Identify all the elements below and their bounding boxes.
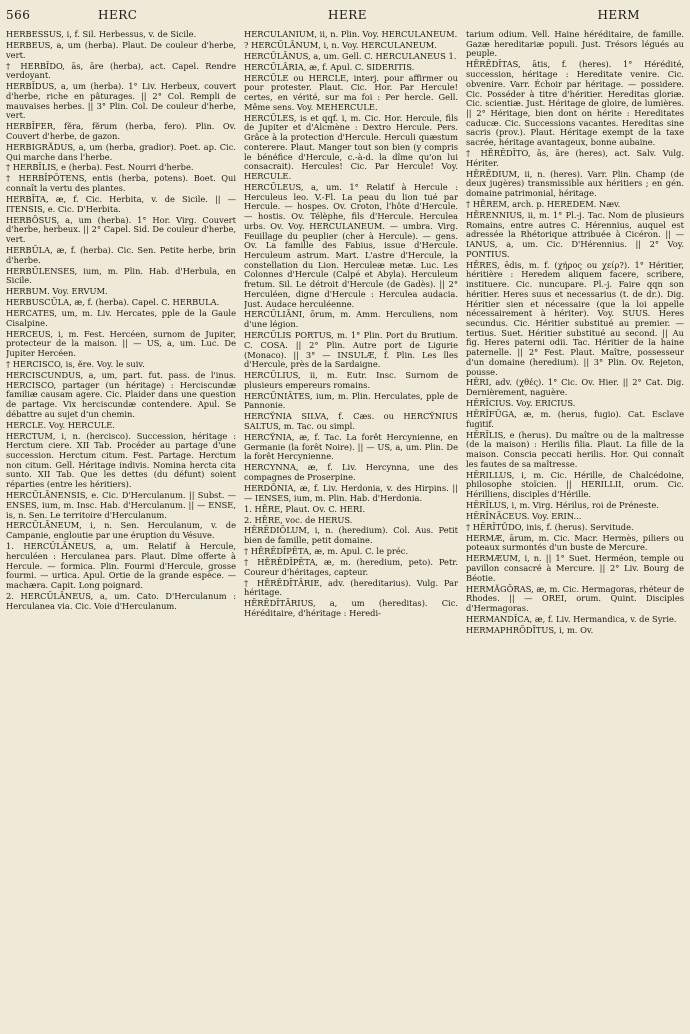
dictionary-entry: HĔRĬCIUS. Voy. ERICIUS. xyxy=(466,398,576,409)
dictionary-entry: HERCYNNA, æ, f. Liv. Hercynna, une des compagnes de Proserpine. xyxy=(244,462,458,483)
column-middle xyxy=(244,30,458,1030)
dictionary-entry: HERCATES, um, m. Liv. Hercates, pple de la Gaule Cisalpine. xyxy=(6,308,236,328)
dictionary-entry: 2. HERCŬLĀNEUS, a, um. Cato. D'Herculanum : Herculanea via. Cic. Voie d'Herculanum. xyxy=(6,590,236,611)
dictionary-entry: HERBĬDUS, a, um (herba). 1° Liv. Herbeux, couvert d'herbe, riche en pâturages. || 2° Col. Rempli de mauvaises herbes. || 3° Plin. Col. De couleur d'herbe, vert. xyxy=(6,81,236,121)
header-right-word: HERM xyxy=(597,8,640,22)
page-number: 566 xyxy=(6,8,31,22)
dictionary-entry: HĒRES, ēdis, m. f. (χήρος ou χείρ?). 1° Héritier, héritière : Heredem aliquem facere, scribere, instituere. Cic. nuncupare. Pl.-j. Faire qqn son héritier. Heres suus et necessarius (t. de dr.). Dig. Héritier sien et nécessaire (que la loi appelle nécessairement à hériter). Voy. SUUS. Heres secundus. Cic. Héritier substitué au premier. — tertius. Suet. Héritier substitué au second. || Au fig. Heres paterni odii. Tac. Héritier de la haine paternelle. || 2° Fest. Plaut. Maître, possesseur d'un domaine (heredium). || 3° Plin. Ov. Rejeton, pousse. xyxy=(466,259,684,377)
dictionary-entry: 1. HERCŬLĀNEUS, a, um. Relatif à Hercule, herculéen : Herculanea pars. Plaut. Dîme offerte à Hercule. — formica. Plin. Fourmi d'Hercule, grosse fourmi. — urtica. Apul. Ortie de la grande espèce. — machæra. Capit. Long poignard. xyxy=(6,541,236,590)
dictionary-entry: HERCŬLIUS, ii, m. Eutr. Insc. Surnom de plusieurs empereurs romains. xyxy=(244,370,458,390)
column-right xyxy=(466,30,684,1030)
dictionary-entry: HERCŬLIS PORTUS, m. 1° Plin. Port du Brutium. C. COSA. || 2° Plin. Autre port de Ligurie (Monaco). || 3° — INSULÆ, f. Plin. Les îles d'Hercule, près de la Sardaigne. xyxy=(244,330,458,370)
dictionary-entry: HERCY̆NIA SILVA, f. Cæs. ou HERCY̆NIUS SALTUS, m. Tac. ou simpl. xyxy=(244,411,458,432)
dictionary-entry: † HĒRĔDĬPĔTA, æ, m. (heredium, peto). Petr. Coureur d'héritages, capteur. xyxy=(244,556,458,577)
header-center-word: HERE xyxy=(328,8,368,22)
dictionary-entry: HERCŬLĀNUS, a, um. Gell. C. HERCULANEUS 1. xyxy=(244,50,457,61)
dictionary-entry: HĒRENNIUS, ii, m. 1° Pl.-j. Tac. Nom de plusieurs Romains, entre autres C. Hérennius, auquel est adressée la Rhétorique attribuée à Cicéron. || — IANUS, a, um. Cic. D'Hérennius. || 2° Voy. PONTIUS. xyxy=(466,209,684,259)
dictionary-entry: ? HERCŬLĀNUM, i, n. Voy. HERCULANEUM. xyxy=(244,39,437,50)
column-left xyxy=(6,30,236,1030)
dictionary-entry: HERCŬLIĀNI, ōrum, m. Amm. Herculiens, nom d'une légion. xyxy=(244,309,458,330)
dictionary-entry: HĔRĬLUS, i, m. Virg. Hérilus, roi de Préneste. xyxy=(466,500,659,511)
dictionary-entry: 1. HĒRE, Plaut. Ov. C. HERI. xyxy=(244,503,366,514)
dictionary-entry: HERBESSUS, i, f. Sil. Herbessus, v. de Sicile. xyxy=(6,30,197,39)
dictionary-entry: HERBŬLA, æ, f. (herba). Cic. Sen. Petite herbe, brin d'herbe. xyxy=(6,244,236,265)
dictionary-entry: HERCY̆NIA, æ, f. Tac. La forêt Hercynienne, en Germanie (la forêt Noire). || — US, a, um. Plin. De la forêt Hercynienne. xyxy=(244,432,458,462)
dictionary-entry: HERMÆUM, i, n. || 1° Suet. Herméon, temple ou pavillon consacré à Mercure. || 2° Liv. Bourg de Béotie. xyxy=(466,553,684,583)
dictionary-entry: HĒRĔDIUM, ii, n. (heres). Varr. Plin. Champ (de deux jugères) transmissible aux héritiers ; en gén. domaine patrimonial, héritage. xyxy=(466,168,684,199)
dictionary-entry: HĔRĬFŬGA, æ, m. (herus, fugio). Cat. Esclave fugitif. xyxy=(466,409,684,429)
dictionary-entry: HERMĂGŎRAS, æ, m. Cic. Hermagoras, rhéteur de Rhodes. || — OREI, orum. Quint. Disciples d'Hermagoras. xyxy=(466,583,684,614)
dictionary-entry: HERBIGRĂDUS, a, um (herba, gradior). Poet. ap. Cic. Qui marche dans l'herbe. xyxy=(6,141,236,162)
dictionary-entry: HĔRĬLIS, e (herus). Du maître ou de la maîtresse (de la maison) : Herilis filia. Plaut. La fille de la maison. Conscia peccati herilis. Hor. Qui connaît les fautes de sa maîtresse. xyxy=(466,429,684,469)
dictionary-entry: HĔRĬNĀCEUS. Voy. ERIN... xyxy=(466,510,582,521)
dictionary-entry: HERCŬLĀRIA, æ, f. Apul. C. SIDERITIS. xyxy=(244,61,415,72)
dictionary-entry: † HERBĬDO, ās, āre (herba), act. Capel. Rendre verdoyant. xyxy=(6,60,236,81)
dictionary-entry: † HĔRĬTŪDO, inis, f. (herus). Servitude. xyxy=(466,521,634,532)
dictionary-entry: HERCŬLĀNENSIS, e. Cic. D'Herculanum. || Subst. — ENSES, ium, m. Insc. Hab. d'Herculanum. || — ENSE, is, n. Sen. Le territoire d'Herculanum. xyxy=(6,490,236,520)
dictionary-entry: † HĒRĔDĬTĀRIE, adv. (hereditarius). Vulg. Par héritage. xyxy=(244,577,458,598)
dictionary-entry: HERBĬFER, fĕra, fĕrum (herba, fero). Plin. Ov. Couvert d'herbe, de gazon. xyxy=(6,121,236,141)
header-left-word: HERC xyxy=(98,8,138,22)
dictionary-entry: HERBEUS, a, um (herba). Plaut. De couleur d'herbe, vert. xyxy=(6,39,236,60)
dictionary-entry: HERCŬLE ou HERCLE, interj. pour affirmer ou pour protester. Plaut. Cic. Hor. Par Hercule! certes, en vérité, sur ma foi : Per hercle. Gell. Même sens. Voy. MEHERCULE. xyxy=(244,72,458,112)
dictionary-entry: HĒRĔDIŎLUM, i, n. (heredium). Col. Aus. Petit bien de famille, petit domaine. xyxy=(244,525,458,546)
dictionary-entry: HĔRI, adv. (χθές). 1° Cic. Ov. Hier. || 2° Cat. Dig. Dernièrement, naguère. xyxy=(466,377,684,398)
dictionary-entry: † HĒRĔDĬPĔTA, æ, m. Apul. C. le préc. xyxy=(244,546,409,557)
dictionary-entry: HERCTUM, i, n. (hercisco). Succession, héritage : Herctum ciere. XII Tab. Procéder au partage d'une succession. Herctum citum. Fest. Partage. Herctum non citum. Gell. Héritage indivis. Nomina hercta cita sunto. XII Tab. Que les dettes (du défunt) soient réparties (entre les héritiers). xyxy=(6,430,236,490)
dictionary-entry: HERBŬLENSES, ium, m. Plin. Hab. d'Herbula, en Sicile. xyxy=(6,265,236,286)
dictionary-entry: HĔRILLUS, i, m. Cic. Hérille, de Chalcédoine, philosophe stoïcien. || HERILLII, orum. Cic. Hérilliens, disciples d'Hérille. xyxy=(466,469,684,500)
running-header xyxy=(6,8,680,28)
dictionary-entry: HERMÆ, ārum, m. Cic. Macr. Hermès, piliers ou poteaux surmontés d'un buste de Mercure. xyxy=(466,532,684,553)
dictionary-entry: † HĒRĔDĬTO, ās, āre (heres), act. Salv. Vulg. Hériter. xyxy=(466,148,684,168)
dictionary-entry: 2. HĒRE, voc. de HERUS. xyxy=(244,514,353,525)
dictionary-entry: HERDŌNIA, æ, f. Liv. Herdonia, v. des Hirpins. || — IENSES, ium, m. Plin. Hab. d'Herdonia. xyxy=(244,482,458,503)
dictionary-entry: HERBUSCŬLA, æ, f. (herba). Capel. C. HERBULA. xyxy=(6,297,220,308)
dictionary-entry: HERCŬLES, is et qqf. i, m. Cic. Hor. Hercule, fils de Jupiter et d'Alcmène : Dextro Hercule. Pers. Grâce à la protection d'Hercule. Herculi quæstum conterere. Plaut. Manger tout son bien (y compris le bénéfice d'Hercule, c.-à-d. la dîme qu'on lui consacrait). Hercules! Cic. Par Hercule! Voy. HERCULE. xyxy=(244,112,458,181)
dictionary-entry: HERMANDĬCA, æ, f. Liv. Hermandica, v. de Syrie. xyxy=(466,614,677,625)
dictionary-entry: † HERBĬPŎTENS, entis (herba, potens). Boet. Qui connaît la vertu des plantes. xyxy=(6,173,236,194)
dictionary-entry: HERCLE. Voy. HERCULE. xyxy=(6,419,115,430)
dictionary-entry: HERBĬTA, æ, f. Cic. Herbita, v. de Sicile. || — ITENSIS, e. Cic. D'Herbita. xyxy=(6,194,236,214)
dictionary-entry: † HĒREM, arch. p. HEREDEM. Næv. xyxy=(466,198,621,209)
dictionary-entry: HERCŬNIĀTES, ium, m. Plin. Herculates, pple de Pannonie. xyxy=(244,390,458,411)
dictionary-entry: HERCŬLĀNEUM, i, n. Sen. Herculanum, v. de Campanie, engloutie par une éruption du Vésuve. xyxy=(6,520,236,541)
dictionary-entry: HERCŬLEUS, a, um. 1° Relatif à Hercule : Herculeus leo. V.-Fl. La peau du lion tué par Hercule. — hospes. Ov. Croton, l'hôte d'Hercule. — hostis. Ov. Télèphe, fils d'Hercule. Herculea urbs. Ov. Voy. HERCULANEUM. — umbra. Virg. Feuillage du peuplier (cher à Hercule). — gens. Ov. La famille des Fabius, issue d'Hercule. Herculeum astrum. Mart. L'astre d'Hercule, la constellation du Lion. Herculeæ metæ. Luc. Les Colonnes d'Hercule (Calpé et Abyla). Herculeum fretum. Sil. Le détroit d'Hercule (de Gadès). || 2° Herculéen, digne d'Hercule : Herculea audacia. Just. Audace herculéenne. xyxy=(244,181,458,309)
dictionary-entry: HĒRĔDĬTĀRIUS, a, um (hereditas). Cic. Héréditaire, d'héritage : Heredi- xyxy=(244,598,458,618)
dictionary-entry: HERCEUS, i, m. Fest. Hercéen, surnom de Jupiter, protecteur de la maison. || — US, a, um. Luc. De Jupiter Hercéen. xyxy=(6,328,236,359)
dictionary-entry: † HERCISCO, is, ĕre. Voy. le suiv. xyxy=(6,359,145,369)
dictionary-entry: † HERBĬLIS, e (herba). Fest. Nourri d'herbe. xyxy=(6,162,194,173)
dictionary-entry: HERBŌSUS, a, um (herba). 1° Hor. Virg. Couvert d'herbe, herbeux. || 2° Capel. Sid. De couleur d'herbe, vert. xyxy=(6,214,236,245)
dictionary-entry: HĒRĔDĬTAS, ātis, f. (heres). 1° Hérédité, succession, héritage : Hereditate venire. Cic. obvenire. Varr. Échoir par héritage. — possidere. Cic. Posséder à titre d'héritier. Hereditas gloriæ. Cic. scientiæ. Just. Héritage de gloire, de lumières. || 2° Héritage, bien dont on hérite : Hereditates caducæ. Cic. Successions vacantes. Hereditas sine sacris (prov.). Plaut. Héritage exempt de la taxe sacrée, héritage avantageux, bonne aubaine. xyxy=(466,59,684,148)
dictionary-entry: HERCŬLĀNIUM, ii, n. Plin. Voy. HERCULANEUM. xyxy=(244,30,458,39)
dictionary-entry: tarium odium. Vell. Haine héréditaire, de famille. Gazæ hereditariæ populi. Just. Trésors légués au peuple. xyxy=(466,30,684,59)
dictionary-entry: HERMAPHRŎDĪTUS, i, m. Ov. xyxy=(466,624,594,635)
dictionary-entry: HERCISCUNDUS, a, um, part. fut. pass. de l'inus. HERCISCO, partager (un héritage) : Herciscundæ familiæ causam agere. Cic. Plaider dans une question de partage. Vix herciscundæ contendere. Apul. Se débattre au sujet d'un chemin. xyxy=(6,369,236,419)
dictionary-entry: HERBUM. Voy. ERVUM. xyxy=(6,286,108,297)
